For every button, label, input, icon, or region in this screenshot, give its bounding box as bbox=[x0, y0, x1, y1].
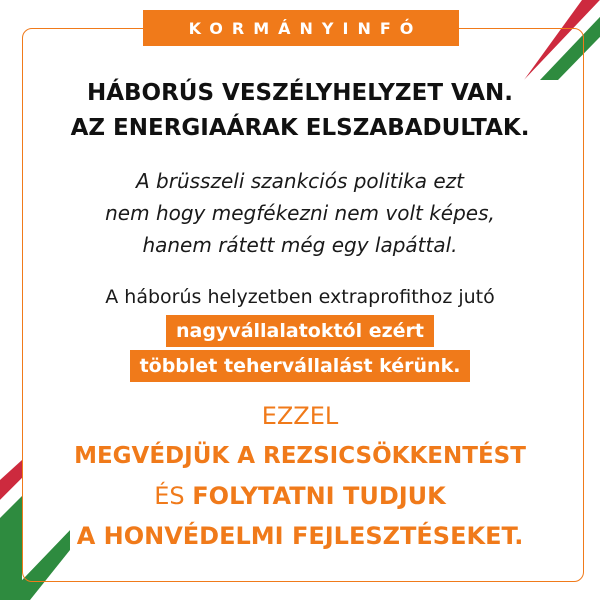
highlight-text-1: nagyvállalatoktól ezért bbox=[166, 315, 434, 347]
headline-line-1: HÁBORÚS VESZÉLYHELYZET VAN. bbox=[86, 80, 514, 106]
closing-line-3-bold: FOLYTATNI TUDJUK bbox=[192, 482, 446, 510]
brand-banner bbox=[143, 10, 459, 46]
italic-text-line-3: hanem rátett még egy lapáttal. bbox=[142, 233, 458, 257]
closing-line-4: A HONVÉDELMI FEJLESZTÉSEKET. bbox=[76, 522, 524, 550]
closing-line-3-light: ÉS bbox=[154, 482, 185, 510]
body-text-line: A háborús helyzetben extraprofithoz jutó bbox=[105, 286, 495, 308]
closing-line-1: EZZEL bbox=[261, 402, 339, 430]
closing-line-2: MEGVÉDJÜK A REZSICSÖKKENTÉST bbox=[74, 443, 526, 469]
headline-line-2: AZ ENERGIAÁRAK ELSZABADULTAK. bbox=[70, 115, 530, 141]
closing-line-3 bbox=[0, 478, 600, 514]
highlight-text-2: többlet tehervállalást kérünk. bbox=[130, 350, 471, 382]
highlight-row-1 bbox=[0, 315, 600, 347]
brand-label: KORMÁNYINFÓ bbox=[188, 18, 423, 38]
italic-text-line-2: nem hogy megfékezni nem volt képes, bbox=[105, 201, 495, 225]
italic-text-line-1: A brüsszeli szankciós politika ezt bbox=[135, 169, 465, 193]
highlight-row-2 bbox=[0, 350, 600, 382]
